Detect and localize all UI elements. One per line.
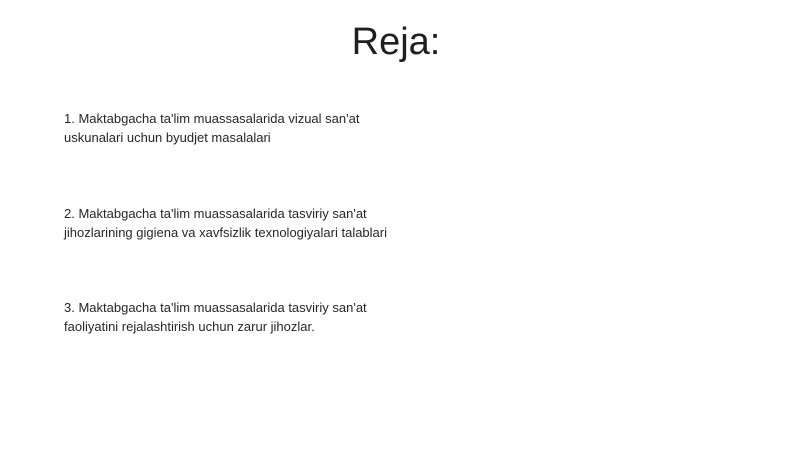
plan-item-2-line-1: 2. Maktabgacha ta'lim muassasalarida tasviriy san'at — [64, 206, 367, 221]
plan-item-3-line-2: faoliyatini rejalashtirish uchun zarur jihozlar. — [64, 319, 315, 334]
plan-item-1 — [64, 109, 504, 147]
plan-item-1-line-2: uskunalari uchun byudjet masalalari — [64, 130, 271, 145]
plan-item-2 — [64, 204, 504, 242]
slide-title: Reja: — [351, 21, 441, 63]
plan-item-3-line-1: 3. Maktabgacha ta'lim muassasalarida tasviriy san'at — [64, 300, 367, 315]
plan-item-3 — [64, 298, 504, 336]
plan-item-2-line-2: jihozlarining gigiena va xavfsizlik texnologiyalari talablari — [64, 225, 388, 240]
plan-item-1-line-1: 1. Maktabgacha ta'lim muassasalarida vizual san'at — [64, 111, 360, 126]
